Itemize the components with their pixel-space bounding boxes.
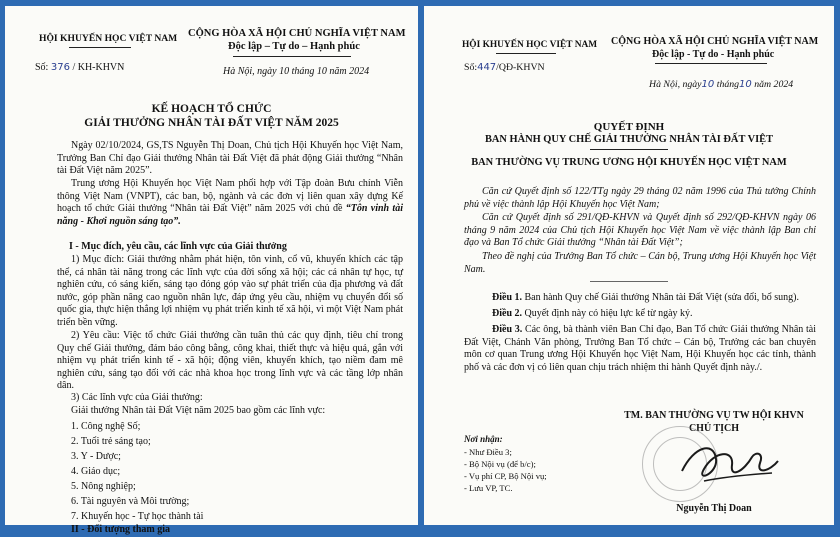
article-3 xyxy=(464,324,816,374)
article-3-label: Điều 3. xyxy=(492,324,523,335)
header-underline xyxy=(69,47,131,48)
date-month-handwritten: 10 xyxy=(739,79,752,90)
signature-icon xyxy=(674,431,784,496)
paragraph-purpose: 1) Mục đích: Giải thưởng nhằm phát hiện, tôn vinh, cổ vũ, khuyến khích các tập thể, cá nhân tài năng trong các lĩnh vực của đời sống xã hội; các cá nhân tự học, tự nghiên cứu, có sáng kiến, sáng tạo đóng góp vào sự phát triển của địa phương và đất nước, góp phần nâng cao nguồn nhân lực, đáp ứng yêu cầu, nhiệm vụ chuyển đổi số quốc gia, thực hiện thắng lợi nhiệm vụ phát triển kinh tế xã hội, vì một Việt Nam phát triển bền vững. xyxy=(57,254,403,328)
paragraph-cooperation-text: Trung ương Hội Khuyến học Việt Nam phối hợp với Tập đoàn Bưu chính Viễn thông Việt Nam (VNPT), các ban, bộ, ngành và các đơn vị liên quan xây dựng Kế hoạch tổ chức Giải thưởng “Nhân tài Đất Việt” năm 2025 với chủ đề xyxy=(57,178,403,215)
doc-number-prefix: Số: xyxy=(464,62,478,73)
field-item: 5. Nông nghiệp; xyxy=(71,481,136,492)
doc-number-handwritten: 376 xyxy=(50,62,70,73)
decision-subtitle: BAN HÀNH QUY CHẾ GIẢI THƯỞNG NHÂN TÀI ĐẤT VIỆT xyxy=(485,134,773,145)
paragraph-cooperation xyxy=(57,178,403,228)
fields-heading: 3) Các lĩnh vực của Giải thưởng: xyxy=(71,392,203,403)
doc-number xyxy=(464,62,545,73)
paragraph-intro-text: Ngày 02/10/2024, GS,TS Nguyễn Thị Doan, Chủ tịch Hội Khuyến học Việt Nam, Trưởng Ban Chỉ đạo Giải thưởng Nhân tài Đất Việt đã phát động Giải thưởng “Nhân tài Đất Việt năm 2025”. xyxy=(57,140,403,177)
motto-underline xyxy=(233,56,351,57)
date-mid: tháng xyxy=(716,79,740,90)
doc-number-suffix: /QĐ-KHVN xyxy=(496,62,545,73)
doc-number-prefix: Số: xyxy=(35,62,49,73)
date-line xyxy=(649,79,793,90)
country-name: CỘNG HÒA XÃ HỘI CHỦ NGHĨA VIỆT NAM xyxy=(611,36,819,47)
recipient-item: - Lưu VP, TC. xyxy=(464,483,513,493)
doc-number xyxy=(35,62,124,73)
plan-subtitle: GIẢI THƯỞNG NHÂN TÀI ĐẤT VIỆT NĂM 2025 xyxy=(84,117,339,129)
field-item: 4. Giáo dục; xyxy=(71,466,121,477)
fields-intro: Giải thưởng Nhân tài Đất Việt năm 2025 bao gồm các lĩnh vực: xyxy=(71,405,326,416)
motto: Độc lập – Tự do – Hạnh phúc xyxy=(228,41,360,52)
date-day-handwritten: 10 xyxy=(701,79,715,90)
article-2 xyxy=(464,308,816,321)
doc-number-suffix: / KH-KHVN xyxy=(72,62,125,73)
theme-text: “Tôn vinh tài năng - Khơi nguồn sáng tạo”. xyxy=(57,203,403,227)
legal-basis-2: Căn cứ Quyết định số 291/QĐ-KHVN và Quyết định số 292/QĐ-KHVN ngày 06 tháng 9 năm 2024 của Chủ tịch Hội Khuyến học Việt Nam về việc thành lập Ban chỉ đạo và Ban Tổ chức Giải thưởng “Nhân tài Đất Việt”; xyxy=(464,212,816,249)
org-name: HỘI KHUYẾN HỌC VIỆT NAM xyxy=(39,33,178,44)
document-page-decision xyxy=(424,6,834,525)
issuing-authority: BAN THƯỜNG VỤ TRUNG ƯƠNG HỘI KHUYẾN HỌC VIỆT NAM xyxy=(471,157,787,168)
signer-organization: TM. BAN THƯỜNG VỤ TW HỘI KHVN xyxy=(624,410,804,421)
signer-name: Nguyễn Thị Doan xyxy=(676,503,752,514)
title-underline xyxy=(590,149,668,150)
date-line: Hà Nội, ngày 10 tháng 10 năm 2024 xyxy=(223,66,370,77)
field-item: 1. Công nghệ Số; xyxy=(71,421,141,432)
decision-title: QUYẾT ĐỊNH xyxy=(593,121,665,133)
recipient-item: - Vụ phí CP, Bộ Nội vụ; xyxy=(464,471,547,481)
signer-title: CHỦ TỊCH xyxy=(688,423,740,434)
field-item: 2. Tuổi trẻ sáng tạo; xyxy=(71,436,151,447)
org-name: HỘI KHUYẾN HỌC VIỆT NAM xyxy=(462,40,598,50)
article-3-text: Các ông, bà thành viên Ban Chỉ đạo, Ban Tổ chức Giải thưởng Nhân tài Đất Việt, Chánh Văn phòng, Trưởng Ban Tổ chức – Cán bộ, Trưởng các ban chuyên môn cơ quan Trung ương Hội Khuyến học Việt Nam, Hội Khuyến học các tỉnh, thành phố và các đơn vị có liên quan chịu trách nhiệm thi hành Quyết định này./. xyxy=(464,324,817,373)
header-underline xyxy=(496,53,556,54)
field-item: 3. Y - Dược; xyxy=(71,451,121,462)
motto-underline xyxy=(655,63,767,64)
document-page-plan xyxy=(5,6,418,535)
article-1 xyxy=(464,292,816,305)
legal-basis-3: Theo đề nghị của Trưởng Ban Tổ chức – Cán bộ, Trung ương Hội Khuyến học Việt Nam. xyxy=(464,251,816,275)
section-2-heading: II - Đối tượng tham gia xyxy=(71,524,171,535)
recipient-item: - Bộ Nội vụ (để b/c); xyxy=(464,459,536,469)
article-1-label: Điều 1. xyxy=(492,292,522,303)
field-item: 6. Tài nguyên và Môi trường; xyxy=(71,496,190,507)
date-suffix: năm 2024 xyxy=(754,79,794,90)
article-2-label: Điều 2. xyxy=(492,308,522,319)
field-item: 7. Khuyến học - Tự học thành tài xyxy=(71,511,204,522)
date-prefix: Hà Nội, ngày xyxy=(649,79,702,90)
paragraph-requirement: 2) Yêu cầu: Việc tổ chức Giải thưởng cần tuân thủ các quy định, tiêu chí trong Quy chế Giải thưởng, đảm bảo công bằng, công khai, thiết thực và hiệu quả, gắn với nhiệm vụ phát triển kinh tế - xã hội; động viên, khuyến khích, tạo niềm đam mê nghiên cứu, sáng tạo đối với các nhà khoa học trong lĩnh vực và các tầng lớp nhân dân. xyxy=(57,330,403,392)
recipient-item: - Như Điều 3; xyxy=(464,447,512,457)
legal-basis-1: Căn cứ Quyết định số 122/TTg ngày 29 tháng 02 năm 1996 của Thủ tướng Chính phủ về việc thành lập Hội Khuyến học Việt Nam; xyxy=(464,186,816,210)
paragraph-intro xyxy=(57,140,403,178)
plan-title: KẾ HOẠCH TỔ CHỨC xyxy=(151,103,272,115)
doc-number-handwritten: 447 xyxy=(477,62,497,73)
article-1-text: Ban hành Quy chế Giải thưởng Nhân tài Đất Việt (sửa đổi, bổ sung). xyxy=(524,292,799,303)
separator xyxy=(590,281,668,282)
section-1-heading: I - Mục đích, yêu cầu, các lĩnh vực của Giải thưởng xyxy=(69,241,287,252)
article-2-text: Quyết định này có hiệu lực kể từ ngày ký. xyxy=(524,308,693,319)
motto: Độc lập - Tự do - Hạnh phúc xyxy=(652,49,775,60)
country-name: CỘNG HÒA XÃ HỘI CHỦ NGHĨA VIỆT NAM xyxy=(188,28,406,39)
recipients-title: Nơi nhận: xyxy=(464,434,503,444)
